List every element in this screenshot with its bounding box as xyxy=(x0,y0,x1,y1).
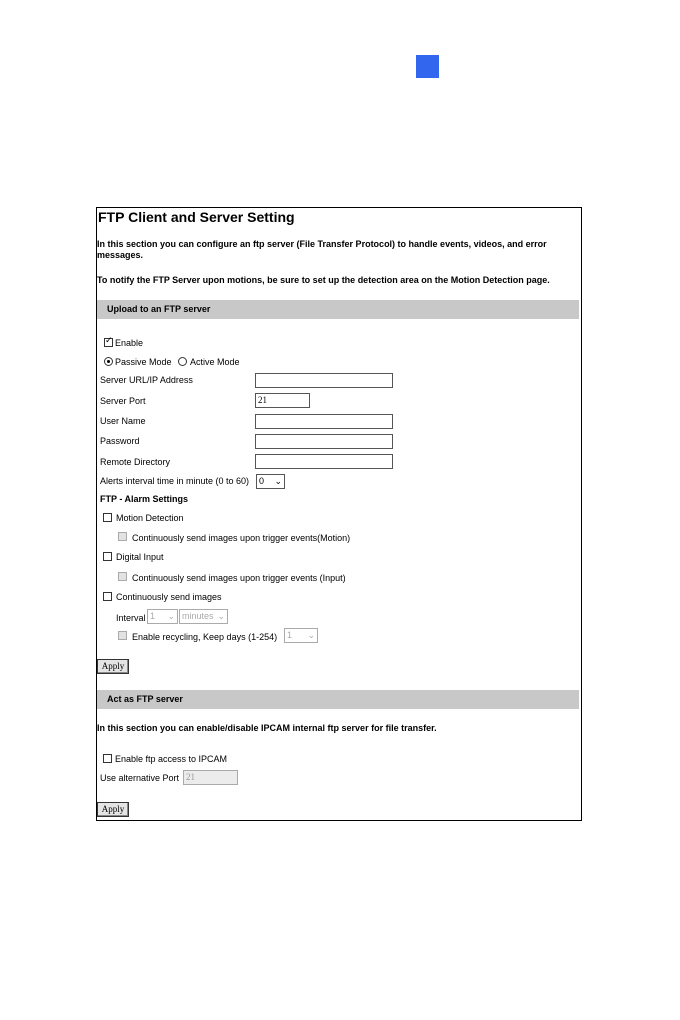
active-mode-radio[interactable] xyxy=(178,357,187,366)
radio-selected-icon xyxy=(107,360,110,363)
passive-mode-radio[interactable] xyxy=(104,357,113,366)
continuous-send-label: Continuously send images xyxy=(116,592,222,602)
enable-label: Enable xyxy=(115,338,144,348)
chevron-down-icon: ⌄ xyxy=(217,611,225,621)
upload-section-header xyxy=(97,300,579,319)
recycling-checkbox[interactable] xyxy=(118,631,127,640)
enable-checkbox[interactable] xyxy=(104,335,113,347)
server-section-header xyxy=(97,690,579,709)
ftp-settings-panel xyxy=(96,207,582,821)
user-name-label: User Name xyxy=(100,416,146,426)
page-marker xyxy=(416,55,439,78)
remote-directory-input[interactable] xyxy=(255,454,393,469)
continuous-send-checkbox[interactable] xyxy=(103,592,112,601)
interval-unit-select[interactable] xyxy=(179,609,228,624)
interval-select[interactable] xyxy=(147,609,178,624)
passive-mode-label: Passive Mode xyxy=(115,357,172,367)
checkmark-icon: ✓ xyxy=(105,335,113,345)
motion-detection-checkbox[interactable] xyxy=(103,513,112,522)
password-label: Password xyxy=(100,436,140,446)
enable-ftp-access-checkbox[interactable] xyxy=(103,754,112,763)
page-title: FTP Client and Server Setting xyxy=(98,209,295,225)
alerts-interval-select[interactable] xyxy=(256,474,285,489)
upload-apply-button[interactable]: Apply xyxy=(97,659,129,674)
intro-text: In this section you can configure an ftp server (File Transfer Protocol) to handle events, videos, and error messages. xyxy=(97,239,547,260)
server-port-label: Server Port xyxy=(100,396,146,406)
motion-continuous-checkbox[interactable] xyxy=(118,532,127,541)
enable-ftp-access-label: Enable ftp access to IPCAM xyxy=(115,754,228,764)
interval-label: Interval xyxy=(116,613,146,623)
interval-unit-value: minutes xyxy=(182,611,214,621)
server-address-label: Server URL/IP Address xyxy=(100,375,193,385)
server-apply-button[interactable]: Apply xyxy=(97,802,129,817)
alternative-port-label: Use alternative Port xyxy=(100,773,180,783)
upload-section-title: Upload to an FTP server xyxy=(107,304,211,314)
password-input[interactable] xyxy=(255,434,393,449)
alerts-interval-value: 0 xyxy=(259,476,265,486)
alarm-settings-heading: FTP - Alarm Settings xyxy=(100,494,189,504)
server-port-input[interactable]: 21 xyxy=(255,393,310,408)
recycling-days-select[interactable] xyxy=(284,628,318,643)
digital-input-label: Digital Input xyxy=(116,552,164,562)
recycling-label: Enable recycling, Keep days (1-254) xyxy=(132,632,278,642)
digital-continuous-label: Continuously send images upon trigger events (Input) xyxy=(132,573,346,583)
alerts-interval-label: Alerts interval time in minute (0 to 60) xyxy=(100,476,250,486)
chevron-down-icon: ⌄ xyxy=(274,476,282,486)
server-desc: In this section you can enable/disable IPCAM internal ftp server for file transfer. xyxy=(97,723,437,733)
digital-continuous-checkbox[interactable] xyxy=(118,572,127,581)
user-name-input[interactable] xyxy=(255,414,393,429)
digital-input-checkbox[interactable] xyxy=(103,552,112,561)
active-mode-label: Active Mode xyxy=(190,357,240,367)
motion-continuous-label: Continuously send images upon trigger events(Motion) xyxy=(132,533,351,543)
chevron-down-icon: ⌄ xyxy=(167,611,175,621)
alternative-port-input[interactable]: 21 xyxy=(183,770,238,785)
interval-value: 1 xyxy=(150,611,156,621)
motion-detection-label: Motion Detection xyxy=(116,513,184,523)
server-section-title: Act as FTP server xyxy=(107,694,183,704)
recycling-days-value: 1 xyxy=(287,630,293,640)
server-address-input[interactable] xyxy=(255,373,393,388)
remote-directory-label: Remote Directory xyxy=(100,457,171,467)
chevron-down-icon: ⌄ xyxy=(307,630,315,640)
notify-text: To notify the FTP Server upon motions, be sure to set up the detection area on the Motion Detection page. xyxy=(97,275,550,285)
